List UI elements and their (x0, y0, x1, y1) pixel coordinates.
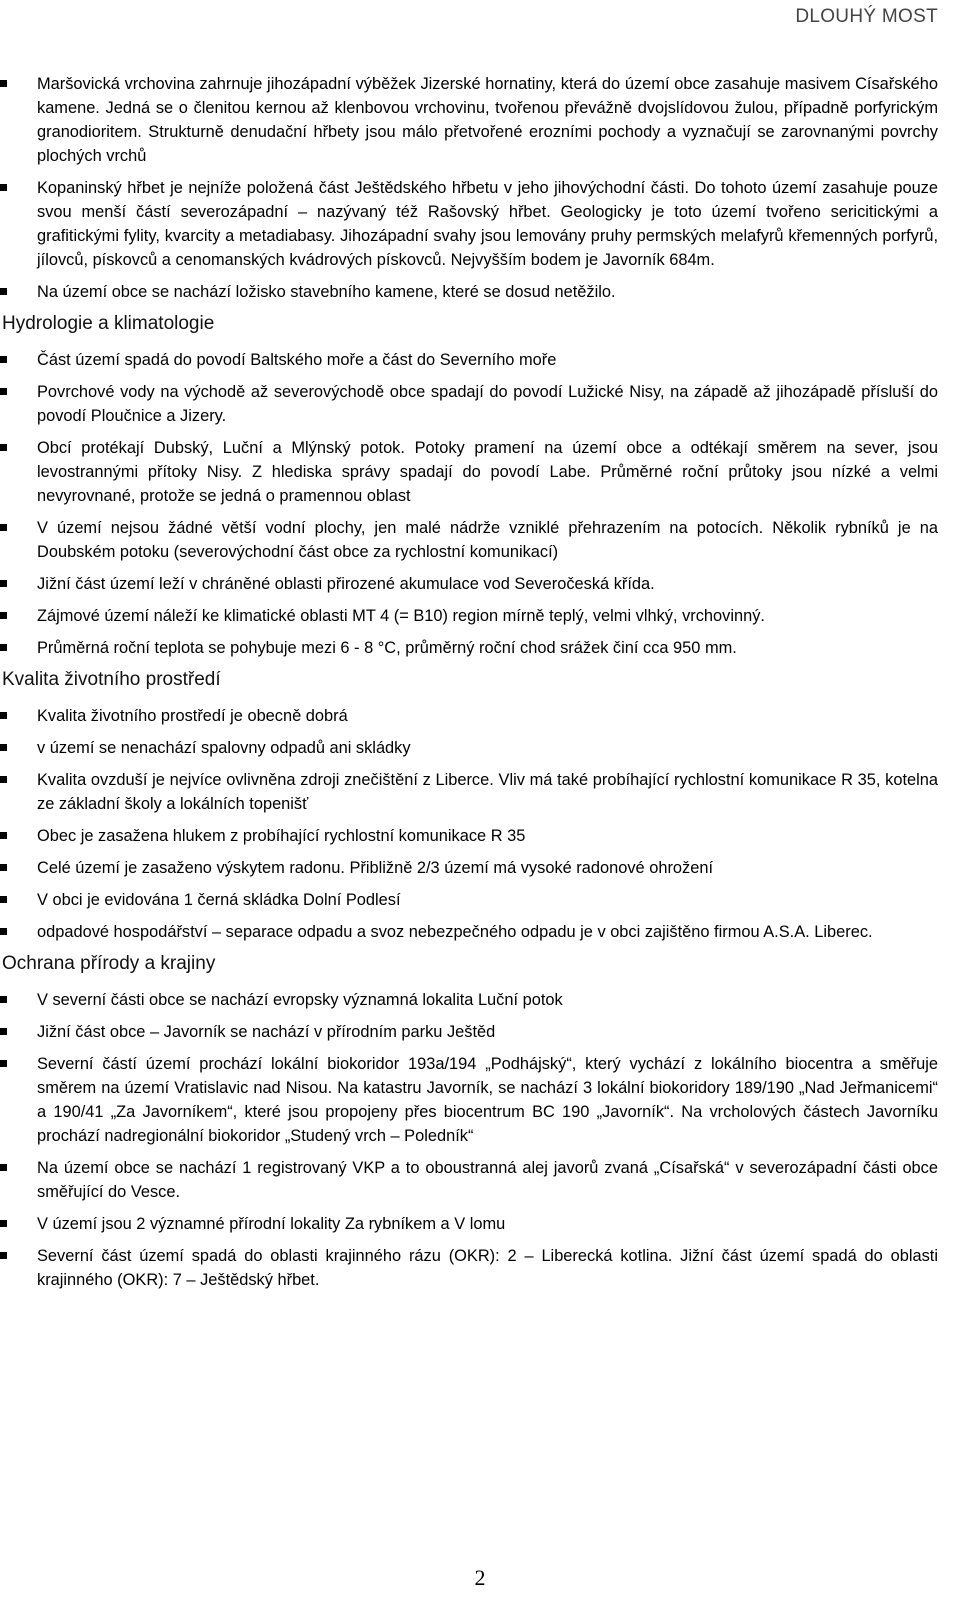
square-bullet-icon (0, 744, 7, 751)
list-item (0, 176, 960, 272)
list-item (0, 920, 960, 944)
list-item (0, 436, 960, 508)
list-item (0, 280, 960, 304)
square-bullet-icon (0, 444, 7, 451)
square-bullet-icon (0, 1164, 7, 1171)
list-item-text: Jižní část území leží v chráněné oblasti přirozené akumulace vod Severočeská křída. (37, 575, 655, 593)
bullet-list (0, 348, 960, 660)
section-1 (0, 312, 960, 660)
list-item (0, 380, 960, 428)
square-bullet-icon (0, 1028, 7, 1035)
list-item (0, 888, 960, 912)
list-item (0, 516, 960, 564)
list-item-text: Kvalita životního prostředí je obecně dobrá (37, 707, 348, 725)
list-item (0, 824, 960, 848)
list-item (0, 1156, 960, 1204)
square-bullet-icon (0, 864, 7, 871)
list-item-text: Na území obce se nachází 1 registrovaný VKP a to oboustranná alej javorů zvaná „Císařská“ v severozápadní části obce směřující do Vesce. (37, 1159, 938, 1201)
list-item (0, 1052, 960, 1148)
section-heading: Hydrologie a klimatologie (2, 313, 215, 334)
square-bullet-icon (0, 776, 7, 783)
list-item (0, 604, 960, 628)
bullet-list (0, 704, 960, 944)
list-item (0, 768, 960, 816)
list-item (0, 1244, 960, 1292)
section-heading: Kvalita životního prostředí (2, 669, 221, 690)
list-item (0, 704, 960, 728)
list-item-text: Severní částí území prochází lokální biokoridor 193a/194 „Podhájský“, který vychází z lokálního biocentra a směřuje směrem na území Vratislavic nad Nisou. Na katastru Javorník, se nachází 3 lokální biokoridory 189/190 „Nad Jeřmanicemi“ a 190/41 „Za Javorníkem“, které jsou propojeny přes biocentrum BC 190 „Javorník“. Na vrcholových částech Javorníku prochází nadregionální biokoridor „Studený vrch – Poledník“ (37, 1055, 938, 1145)
list-item-text: Kvalita ovzduší je nejvíce ovlivněna zdroji znečištění z Liberce. Vliv má také probíhající rychlostní komunikace R 35, kotelna ze základní školy a lokálních topenišť (37, 771, 938, 813)
square-bullet-icon (0, 388, 7, 395)
square-bullet-icon (0, 524, 7, 531)
list-item (0, 736, 960, 760)
list-item-text: Jižní část obce – Javorník se nachází v přírodním parku Ještěd (37, 1023, 496, 1041)
bullet-list (0, 72, 960, 304)
square-bullet-icon (0, 1060, 7, 1067)
list-item-text: V území jsou 2 významné přírodní lokality Za rybníkem a V lomu (37, 1215, 506, 1233)
list-item-text: Část území spadá do povodí Baltského moře a část do Severního moře (37, 351, 557, 369)
list-item (0, 348, 960, 372)
list-item-text: Povrchové vody na východě až severovýchodě obce spadají do povodí Lužické Nisy, na západě až jihozápadě přísluší do povodí Ploučnice a Jizery. (37, 383, 938, 425)
list-item (0, 1020, 960, 1044)
list-item-text: Průměrná roční teplota se pohybuje mezi 6 - 8 °C, průměrný roční chod srážek činí cca 950 mm. (37, 639, 737, 657)
square-bullet-icon (0, 832, 7, 839)
section-2 (0, 668, 960, 944)
list-item (0, 856, 960, 880)
list-item-text: Zájmové území náleží ke klimatické oblasti MT 4 (= B10) region mírně teplý, velmi vlhký, vrchovinný. (37, 607, 765, 625)
page-number: 2 (474, 1565, 486, 1590)
square-bullet-icon (0, 184, 7, 191)
square-bullet-icon (0, 712, 7, 719)
list-item-text: Obec je zasažena hlukem z probíhající rychlostní komunikace R 35 (37, 827, 526, 845)
list-item-text: Maršovická vrchovina zahrnuje jihozápadní výběžek Jizerské hornatiny, která do území obce zasahuje masivem Císařského kamene. Jedná se o členitou kernou až klenbovou vrchovinu, tvořenou převážně dvojslídovou žulou, případně porfyrickým granodioritem. Strukturně denudační hřbety jsou málo přetvořené erozními pochody a vyznačují se zarovnanými povrchy plochých vrchů (37, 75, 938, 165)
list-item-text: Kopaninský hřbet je nejníže položená část Ještědského hřbetu v jeho jihovýchodní části. Do tohoto území zasahuje pouze svou menší částí severozápadní – nazývaný též Rašovský hřbet. Geologicky je toto území tvořeno sericitickými a grafitickými fylity, kvarcity a metadiabasy. Jihozápadní svahy jsou lemovány pruhy permských melafyrů křemenných porfyrů, jílovců, pískovců a cenomanských kvádrových pískovců. Nejvyšším bodem je Javorník 684m. (37, 179, 938, 269)
list-item (0, 636, 960, 660)
list-item-text: V severní části obce se nachází evropsky významná lokalita Luční potok (37, 991, 563, 1009)
document-header: DLOUHÝ MOST (795, 6, 938, 27)
square-bullet-icon (0, 928, 7, 935)
list-item-text: Celé území je zasaženo výskytem radonu. Přibližně 2/3 území má vysoké radonové ohrožení (37, 859, 713, 877)
section-heading: Ochrana přírody a krajiny (2, 953, 216, 974)
list-item (0, 988, 960, 1012)
square-bullet-icon (0, 580, 7, 587)
square-bullet-icon (0, 1252, 7, 1259)
list-item (0, 72, 960, 168)
list-item-text: Na území obce se nachází ložisko stavebního kamene, které se dosud netěžilo. (37, 283, 616, 301)
section-0 (0, 72, 960, 304)
square-bullet-icon (0, 644, 7, 651)
list-item-text: Obcí protékají Dubský, Luční a Mlýnský potok. Potoky pramení na území obce a odtékají směrem na sever, jsou levostrannými přítoky Nisy. Z hlediska správy spadají do povodí Labe. Průměrné roční průtoky jsou nízké a velmi nevyrovnané, protože se jedná o pramennou oblast (37, 439, 938, 505)
square-bullet-icon (0, 356, 7, 363)
list-item (0, 1212, 960, 1236)
list-item (0, 572, 960, 596)
square-bullet-icon (0, 996, 7, 1003)
section-3 (0, 952, 960, 1292)
list-item-text: Severní část území spadá do oblasti krajinného rázu (OKR): 2 – Liberecká kotlina. Jižní část území spadá do oblasti krajinného (OKR): 7 – Ještědský hřbet. (37, 1247, 938, 1289)
square-bullet-icon (0, 612, 7, 619)
list-item-text: v území se nenachází spalovny odpadů ani skládky (37, 739, 411, 757)
square-bullet-icon (0, 288, 7, 295)
list-item-text: V obci je evidována 1 černá skládka Dolní Podlesí (37, 891, 401, 909)
square-bullet-icon (0, 1220, 7, 1227)
square-bullet-icon (0, 896, 7, 903)
list-item-text: V území nejsou žádné větší vodní plochy, jen malé nádrže vzniklé přehrazením na potocích. Několik rybníků je na Doubském potoku (severovýchodní část obce za rychlostní komunikací) (37, 519, 938, 561)
document-body (0, 72, 960, 1300)
square-bullet-icon (0, 80, 7, 87)
bullet-list (0, 988, 960, 1292)
list-item-text: odpadové hospodářství – separace odpadu a svoz nebezpečného odpadu je v obci zajištěno firmou A.S.A. Liberec. (37, 923, 873, 941)
